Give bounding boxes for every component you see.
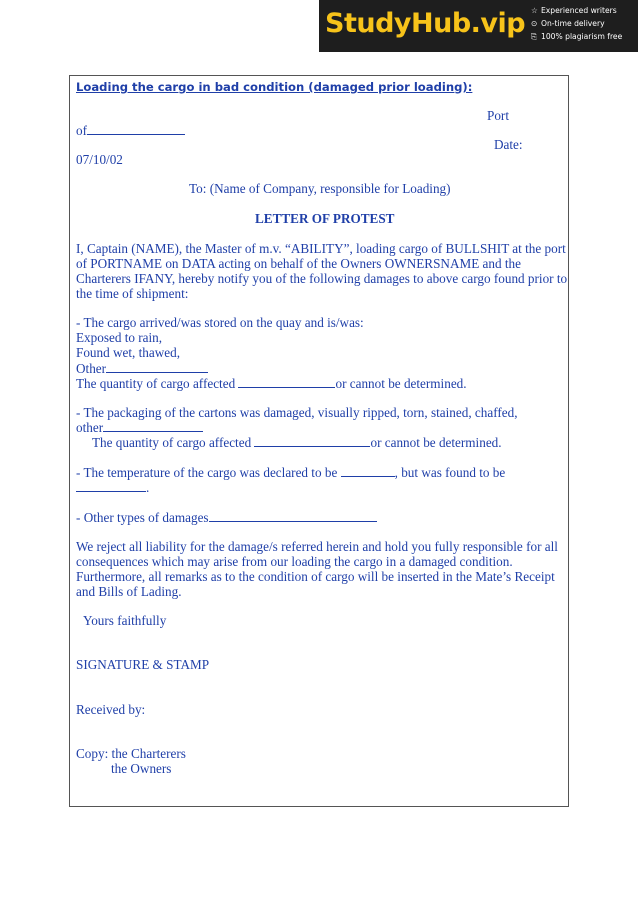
- date-label: Date:: [494, 137, 523, 152]
- of-label: of: [76, 123, 87, 138]
- intro-line: I, Captain (NAME), the Master of m.v. “ABILITY”, loading cargo of BULLSHIT at the port: [76, 241, 566, 256]
- recipient-line: To: (Name of Company, responsible for Loading): [189, 181, 451, 196]
- feature-item: [531, 4, 622, 17]
- other-label: Other: [76, 361, 107, 376]
- item3-found: [76, 479, 149, 496]
- copy-owners: the Owners: [111, 761, 172, 776]
- quantity-suffix: or cannot be determined.: [370, 435, 502, 450]
- brand-logo: StudyHub.vip: [325, 8, 526, 39]
- feature-item: [531, 17, 622, 30]
- other-damages-blank[interactable]: [209, 509, 377, 522]
- quantity-suffix: or cannot be determined.: [335, 376, 467, 391]
- period: .: [146, 480, 150, 495]
- letter-title: LETTER OF PROTEST: [255, 211, 395, 226]
- closing-line: We reject all liability for the damage/s referred herein and hold you fully responsible for all: [76, 539, 558, 554]
- port-field: [76, 122, 185, 139]
- other-damages-label: - Other types of damages: [76, 510, 209, 525]
- studyhub-banner[interactable]: [319, 0, 638, 52]
- intro-line: the time of shipment:: [76, 286, 189, 301]
- quantity-blank[interactable]: [254, 434, 370, 447]
- clock-icon: ⊙: [531, 19, 538, 28]
- item1-quantity: [76, 375, 467, 392]
- other-blank[interactable]: [103, 419, 203, 432]
- port-blank[interactable]: [87, 122, 185, 135]
- feature-item: [531, 30, 622, 43]
- other-label: other: [76, 420, 104, 435]
- received-by: Received by:: [76, 702, 146, 717]
- quantity-blank[interactable]: [238, 375, 335, 388]
- quantity-label: The quantity of cargo affected: [92, 435, 255, 450]
- item2-lead: - The packaging of the cartons was damaged, visually ripped, torn, stained, chaffed,: [76, 405, 518, 420]
- copy-charterers: Copy: the Charterers: [76, 746, 186, 761]
- item1-option-wet: Found wet, thawed,: [76, 345, 181, 360]
- temperature-mid: , but was found to be: [394, 465, 506, 480]
- feature-list: [531, 4, 622, 43]
- found-temperature-blank[interactable]: [76, 479, 146, 492]
- intro-line: Charterers IFANY, hereby notify you of the following damages to above cargo found prior to: [76, 271, 568, 286]
- port-label: Port: [487, 108, 509, 123]
- closing-line: Furthermore, all remarks as to the condition of cargo will be inserted in the Mate’s Receipt: [76, 569, 555, 584]
- letter-heading: Loading the cargo in bad condition (damaged prior loading):: [76, 80, 473, 94]
- feature-label: 100% plagiarism free: [541, 32, 623, 41]
- feature-label: On-time delivery: [541, 19, 605, 28]
- other-blank[interactable]: [106, 360, 208, 373]
- item1-option-rain: Exposed to rain,: [76, 330, 163, 345]
- document-check-icon: ⎘: [531, 32, 538, 41]
- quantity-label: The quantity of cargo affected: [76, 376, 239, 391]
- feature-label: Experienced writers: [541, 6, 617, 15]
- signature-stamp: SIGNATURE & STAMP: [76, 657, 210, 672]
- item4-lead: [76, 509, 377, 526]
- declared-temperature-blank[interactable]: [341, 464, 395, 477]
- temperature-label: - The temperature of the cargo was declared to be: [76, 465, 341, 480]
- intro-line: of PORTNAME on DATA acting on behalf of the Owners OWNERSNAME and the: [76, 256, 521, 271]
- item1-lead: - The cargo arrived/was stored on the quay and is/was:: [76, 315, 364, 330]
- star-icon: ☆: [531, 6, 538, 15]
- closing-line: consequences which may arise from our loading the cargo in a damaged condition.: [76, 554, 513, 569]
- closing-line: and Bills of Lading.: [76, 584, 182, 599]
- item2-quantity: [92, 434, 502, 451]
- yours-faithfully: Yours faithfully: [83, 613, 167, 628]
- date-value: 07/10/02: [76, 152, 123, 167]
